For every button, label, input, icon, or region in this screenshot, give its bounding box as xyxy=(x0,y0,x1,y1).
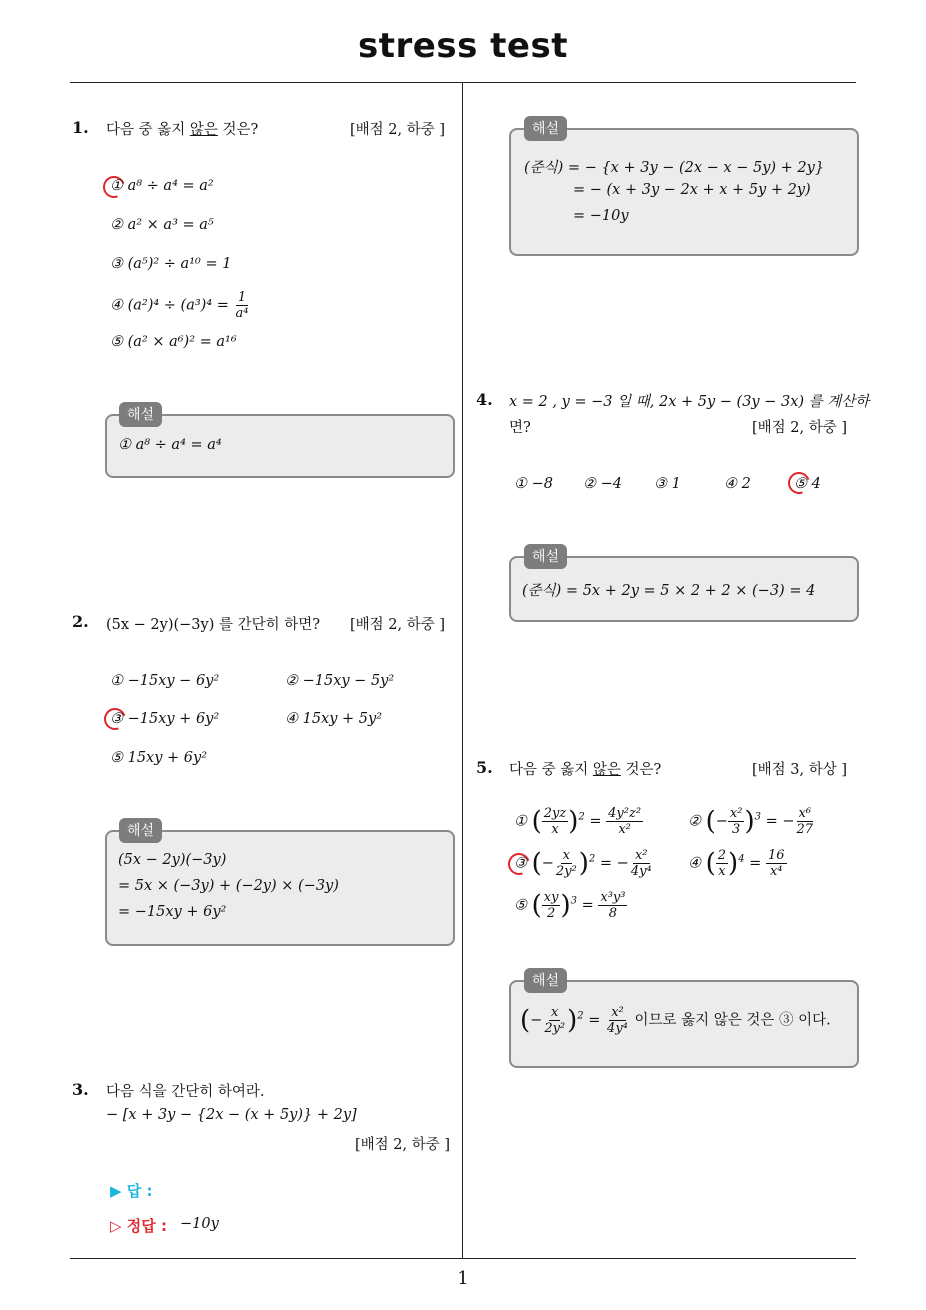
frac-num: x² xyxy=(729,806,743,821)
frac-den: x⁴ xyxy=(769,864,783,879)
question-meta: [배점 2, 하중 ] xyxy=(350,122,446,138)
choice-5[interactable]: ⑤ (a² × a⁶)² = a¹⁶ xyxy=(110,334,237,350)
frac-num: x⁶ xyxy=(798,806,812,821)
choice-label: ③ xyxy=(514,855,527,872)
frac-num: 16 xyxy=(767,848,785,863)
frac-num: x xyxy=(562,848,570,863)
question-number: 2. xyxy=(72,612,89,631)
power: 2 xyxy=(577,1010,584,1022)
header-rule xyxy=(70,82,856,83)
question-text-underlined: 않은 xyxy=(189,122,218,138)
frac-den: 8 xyxy=(608,906,618,921)
choice-3[interactable]: ③ (a⁵)² ÷ a¹⁰ = 1 xyxy=(110,256,232,272)
column-divider xyxy=(462,82,463,1259)
choice-label: ② xyxy=(688,813,701,830)
page-number: 1 xyxy=(457,1268,469,1289)
frac-den: x² xyxy=(618,822,631,837)
frac-num: 2yz xyxy=(543,806,567,821)
question-text-underlined: 않은 xyxy=(592,762,621,778)
frac-num: x xyxy=(551,1005,559,1020)
choice-2[interactable]: ② (− $\frac{\text{x²}}{3}$ )$^3$ = − $\frac{\text{x⁶}}{27}$ xyxy=(688,806,814,837)
choice-4[interactable]: ④ 15xy + 5y² xyxy=(285,711,383,727)
question-text: x = 2 , y = −3 일 때, 2x + 5y − (3y − 3x) 를 계산하 xyxy=(509,394,870,410)
choice-1[interactable]: ① ( $\frac{2yz}{x}$ )$^2$ = $\frac{\text{4y²z²}}{\text{x²}}$ xyxy=(514,806,642,837)
question-number: 1. xyxy=(72,118,89,137)
question-text xyxy=(106,118,258,139)
question-text-b: 것은? xyxy=(217,122,259,138)
solution-line: (준식) = 5x + 2y = 5 × 2 + 2 × (−3) = 4 xyxy=(522,583,816,599)
frac-den: 4y⁴ xyxy=(607,1021,628,1036)
choice-3[interactable]: ③ −15xy + 6y² xyxy=(110,711,220,727)
solution-line: (준식) = − {x + 3y − (2x − x − 5y) + 2y} xyxy=(524,160,825,176)
solution-line: = − (x + 3y − 2x + x + 5y + 2y) xyxy=(573,182,811,198)
power: 3 xyxy=(570,895,577,907)
solution-tag: 해설 xyxy=(524,116,567,141)
question-meta: [배점 2, 하중 ] xyxy=(350,617,446,633)
choice-label: ① xyxy=(514,813,527,830)
frac-den: 4y⁴ xyxy=(630,864,652,879)
solution-line: (− $\frac{x}{\text{2y²}}$ )$^2$ = $\frac{\text{x²}}{\text{4y⁴}}$ 이므로 옳지 않은 것은 ③ 이다. xyxy=(520,1005,831,1036)
footer-rule xyxy=(70,1258,856,1259)
choice-5[interactable]: ⑤ 15xy + 6y² xyxy=(110,750,208,766)
frac-num: 2 xyxy=(717,848,727,863)
power: 4 xyxy=(738,853,745,865)
question-text-a: 다음 중 옳지 xyxy=(106,122,190,138)
solution-tag: 해설 xyxy=(524,544,567,569)
choice-4[interactable] xyxy=(110,290,250,321)
question-expression: − [x + 3y − {2x − (x + 5y)} + 2y] xyxy=(106,1107,357,1123)
solution-line: = −15xy + 6y² xyxy=(118,904,227,920)
frac-den: 2y² xyxy=(544,1021,566,1036)
choice-2[interactable]: ② a² × a³ = a⁵ xyxy=(110,217,214,233)
choice-4[interactable]: ④ 2 xyxy=(724,476,751,492)
choice-2[interactable]: ② −15xy − 5y² xyxy=(285,673,395,689)
choice-4-text: ④ (a²)⁴ ÷ (a³)⁴ = xyxy=(110,297,229,314)
frac-den: a⁴ xyxy=(235,306,249,321)
correct-answer-label: ▷ 정답 : xyxy=(110,1217,167,1235)
solution-tag: 해설 xyxy=(524,968,567,993)
power: 2 xyxy=(588,853,596,865)
choice-3[interactable]: ③ (− $\frac{x}{\text{2y²}}$ )$^2$ = − $\frac{\text{x²}}{\text{4y⁴}}$ xyxy=(514,848,652,879)
solution-tag: 해설 xyxy=(119,818,162,843)
solution-tag: 해설 xyxy=(119,402,162,427)
choice-label: ④ xyxy=(688,855,701,872)
solution-line: (5x − 2y)(−3y) xyxy=(118,852,227,868)
frac-num: xy xyxy=(543,890,559,905)
page-title: stress test xyxy=(358,26,568,66)
question-text xyxy=(509,758,661,779)
question-text: (5x − 2y)(−3y) 를 간단히 하면? xyxy=(106,617,321,633)
choice-1[interactable]: ① a⁸ ÷ a⁴ = a² xyxy=(110,178,214,194)
question-text-a: 다음 중 옳지 xyxy=(509,762,593,778)
choice-4[interactable]: ④ ( $\frac{2}{x}$ )$^4$ = $\frac{16}{\text{x⁴}}$ xyxy=(688,848,785,879)
solution-text: 이므로 옳지 않은 것은 ③ 이다. xyxy=(629,1012,831,1029)
frac-den: x xyxy=(718,864,726,879)
question-text-line2: 면? xyxy=(509,420,531,436)
power: 3 xyxy=(754,811,761,823)
choice-label: ⑤ xyxy=(514,897,527,914)
question-text: 다음 식을 간단히 하여라. xyxy=(106,1084,265,1100)
frac-den: 2 xyxy=(546,906,556,921)
question-meta: [배점 2, 하중 ] xyxy=(752,420,848,436)
frac-num: x² xyxy=(634,848,648,863)
question-number: 3. xyxy=(72,1080,89,1099)
question-number: 5. xyxy=(476,758,493,777)
frac-den: x xyxy=(551,822,559,837)
frac-den: 2y² xyxy=(555,864,577,879)
power: 2 xyxy=(578,811,585,823)
solution-line: ① a⁸ ÷ a⁴ = a⁴ xyxy=(118,437,222,453)
frac-den: 3 xyxy=(732,822,741,837)
frac-num: x² xyxy=(611,1005,624,1020)
frac-num: x³y³ xyxy=(600,890,626,905)
choice-5[interactable]: ⑤ ( $\frac{xy}{2}$ )$^3$ = $\frac{\text{x³y³}}{8}$ xyxy=(514,890,626,921)
solution-line: = −10y xyxy=(573,208,629,224)
frac-num: 1 xyxy=(237,290,247,305)
choice-5[interactable]: ⑤ 4 xyxy=(794,476,821,492)
question-meta: [배점 2, 하중 ] xyxy=(355,1137,451,1153)
question-text-b: 것은? xyxy=(620,762,662,778)
correct-answer-value: −10y xyxy=(180,1216,219,1232)
choice-2[interactable]: ② −4 xyxy=(583,476,622,492)
question-meta: [배점 3, 하상 ] xyxy=(752,762,848,778)
solution-line: = 5x × (−3y) + (−2y) × (−3y) xyxy=(118,878,339,894)
question-number: 4. xyxy=(476,390,493,409)
choice-3[interactable]: ③ 1 xyxy=(654,476,681,492)
choice-1[interactable]: ① −15xy − 6y² xyxy=(110,673,220,689)
choice-1[interactable]: ① −8 xyxy=(514,476,553,492)
frac-den: 27 xyxy=(796,822,814,837)
frac-num: 4y²z² xyxy=(608,806,642,821)
answer-label: ▶ 답 : xyxy=(110,1182,153,1200)
